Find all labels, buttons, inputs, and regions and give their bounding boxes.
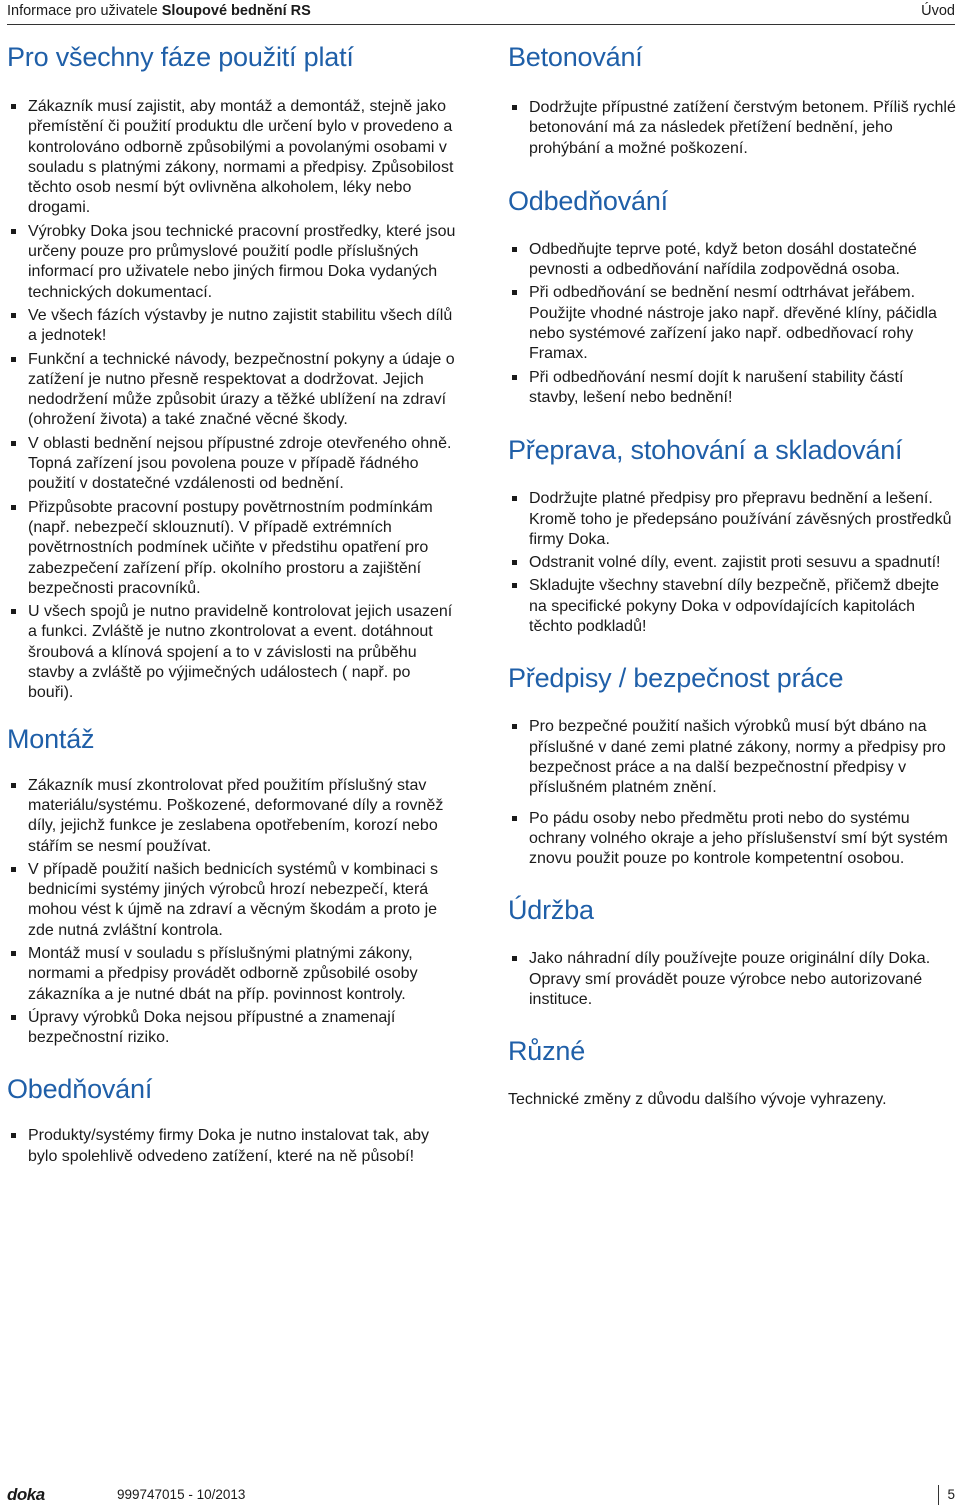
title-product: Sloupové bednění RS xyxy=(161,3,311,19)
heading-all-phases: Pro všechny fáze použití platí xyxy=(7,42,354,72)
list-item: Zákazník musí zajistit, aby montáž a demontáž, stejně jako přemístění či použití produktu dle určení bylo v provedeno a kontrolováno odborně způsobilými a povolanými osobami v souladu s platnými zákony, normami a předpisy. Způsobilost těchto osob nesmí být ovlivněna alkoholem, léky nebo drogami. xyxy=(7,97,457,219)
list-item: Po pádu osoby nebo předmětu proti nebo do systému ochrany volného okraje a jeho příslušenství smí být systém znovu použit pouze po kontrole kompetentní osobou. xyxy=(508,809,956,870)
list-item: U všech spojů je nutno pravidelně kontrolovat jejich usazení a funkci. Zvláště je nutno zkontrolovat a event. dotáhnout šroubová a klínová spojení a to v závislosti na průběhu stavby a zvláště po výjimečných událostech ( např. po bouři). xyxy=(7,602,457,703)
list-assembly xyxy=(7,776,457,1049)
heading-stripping: Odbedňování xyxy=(508,185,668,216)
list-item: Produkty/systémy firmy Doka je nutno instalovat tak, aby bylo spolehlivě odvedeno zatížení, které na ně působí! xyxy=(7,1126,457,1167)
heading-regulations: Předpisy / bezpečnost práce xyxy=(508,663,844,694)
left-column xyxy=(7,40,457,1170)
list-item: Skladujte všechny stavební díly bezpečně, přičemž dbejte na specifické pokyny Doka v odpovídajících kapitolách těchto podkladů! xyxy=(508,576,956,637)
list-item: V případě použití našich bednicích systémů v kombinaci s bednicími systémy jiných výrobců hrozí nebezpečí, která mohou vést k újmě na zdraví a věcným škodám a proto je zde nutná zvláštní kontrola. xyxy=(7,860,457,941)
list-item: Funkční a technické návody, bezpečnostní pokyny a údaje o zatížení je nutno přesně respektovat a dodržovat. Jejich nedodržení může způsobit úrazy a těžké ublížení na zdraví (ohrožení života) a také značné věcné škody. xyxy=(7,350,457,431)
doka-logo: doka xyxy=(7,1485,45,1504)
list-regulations xyxy=(508,717,956,869)
list-item: Pro bezpečné použití našich výrobků musí být dbáno na příslušné v dané zemi platné zákony, normy a předpisy pro bezpečnost práce a na další bezpečnostní předpisy v příslušném platném znění. xyxy=(508,717,956,798)
document-number: 999747015 - 10/2013 xyxy=(117,1487,246,1502)
document-title xyxy=(7,0,311,22)
heading-assembly: Montáž xyxy=(7,723,95,754)
heading-miscellaneous: Různé xyxy=(508,1036,586,1067)
page-footer xyxy=(7,1484,955,1506)
list-item: Při odbedňování se bednění nesmí odtrhávat jeřábem. Použijte vhodné nástroje jako např. dřevěné klíny, páčidla nebo systémové zařízení jako např. odbedňovací rohy Framax. xyxy=(508,283,956,364)
list-item: Dodržujte přípustné zatížení čerstvým betonem. Příliš rychlé betonování má za následek přetížení bednění, jeho prohýbání a možné poškození. xyxy=(508,98,956,159)
list-formwork xyxy=(7,1126,457,1167)
section-label: Úvod xyxy=(921,3,955,19)
page-header xyxy=(7,0,955,25)
list-item: V oblasti bednění nejsou přípustné zdroje otevřeného ohně. Topná zařízení jsou povolena pouze v případě řádného použití v dostatečné vzdálenosti od bednění. xyxy=(7,434,457,495)
list-item: Zákazník musí zkontrolovat před použitím příslušný stav materiálu/systému. Poškozené, deformované díly a rovněž díly, jejichž funkce je zeslabena opotřebením, korozí nebo stářím se nesmí používat. xyxy=(7,776,457,857)
heading-formwork: Obedňování xyxy=(7,1074,153,1105)
list-all-phases xyxy=(7,97,457,704)
list-transport xyxy=(508,489,956,637)
list-item: Přizpůsobte pracovní postupy povětrnostním podmínkám (např. nebezpečí sklouznutí). V případě extrémních povětrnostních podmínek učiňte v předstihu opatření pro zabezpečení zařízení příp. okolního prostoru a zajištění bezpečnosti pracovníků. xyxy=(7,498,457,599)
misc-text: Technické změny z důvodu dalšího vývoje vyhrazeny. xyxy=(508,1091,887,1109)
list-stripping xyxy=(508,240,956,408)
heading-transport: Přeprava, stohování a skladování xyxy=(508,435,903,466)
heading-concreting: Betonování xyxy=(508,42,643,72)
list-item: Dodržujte platné předpisy pro přepravu bednění a lešení. Kromě toho je předepsáno používání závěsných prostředků firmy Doka. xyxy=(508,489,956,550)
title-prefix: Informace pro uživatele xyxy=(7,3,162,19)
list-item: Odstranit volné díly, event. zajistit proti sesuvu a spadnutí! xyxy=(508,553,956,573)
page-number: 5 xyxy=(938,1485,955,1505)
list-item: Při odbedňování nesmí dojít k narušení stability částí stavby, lešení nebo bednění! xyxy=(508,368,956,409)
list-item: Výrobky Doka jsou technické pracovní prostředky, které jsou určeny pouze pro průmyslové použití podle příslušných informací pro uživatele nebo jiných firmou Doka vydaných technických dokumentací. xyxy=(7,222,457,303)
list-item: Odbedňujte teprve poté, když beton dosáhl dostatečné pevnosti a odbedňování nařídila zodpovědná osoba. xyxy=(508,240,956,281)
list-item: Montáž musí v souladu s příslušnými platnými zákony, normami a předpisy provádět odborně způsobilé osoby zákazníka a je nutné dbát na příp. povinnost kontroly. xyxy=(7,944,457,1005)
right-column xyxy=(508,40,956,1111)
list-maintenance xyxy=(508,949,956,1010)
heading-maintenance: Údržba xyxy=(508,895,594,926)
list-item: Jako náhradní díly používejte pouze originální díly Doka. Opravy smí provádět pouze výrobce nebo autorizované instituce. xyxy=(508,949,956,1010)
list-concreting xyxy=(508,98,956,159)
list-item: Ve všech fázích výstavby je nutno zajistit stabilitu všech dílů a jednotek! xyxy=(7,306,457,347)
list-item: Úpravy výrobků Doka nejsou přípustné a znamenají bezpečnostní riziko. xyxy=(7,1008,457,1049)
